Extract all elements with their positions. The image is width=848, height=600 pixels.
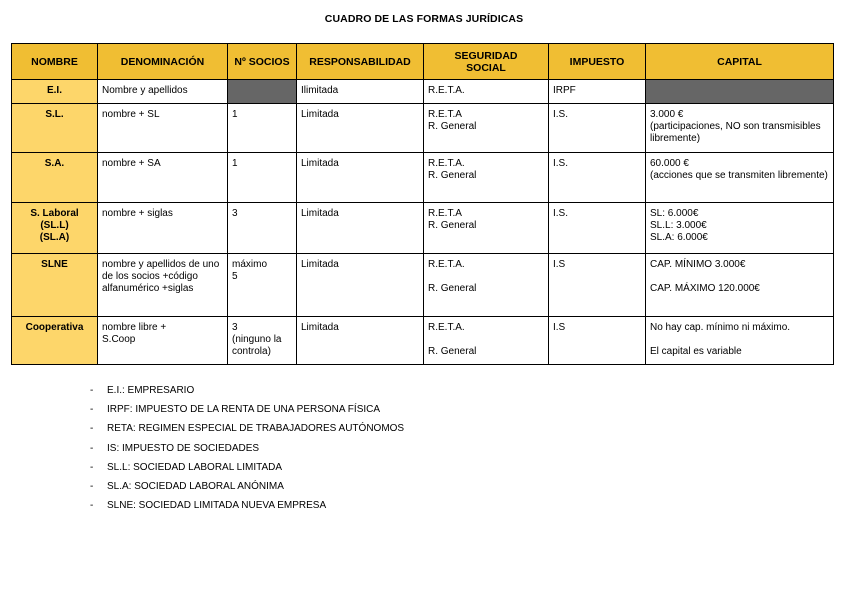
bullet-dash: - bbox=[90, 500, 94, 512]
cell-seguridad: R.E.T.A. R. General bbox=[424, 153, 549, 203]
list-item bbox=[90, 443, 404, 462]
cell-impuesto: I.S. bbox=[549, 153, 646, 203]
col-header-impuesto: IMPUESTO bbox=[549, 44, 646, 80]
table-row bbox=[12, 153, 834, 203]
cell-capital: CAP. MÍNIMO 3.000€ CAP. MÁXIMO 120.000€ bbox=[646, 254, 834, 317]
legal-forms-table bbox=[11, 43, 834, 365]
list-item bbox=[90, 500, 404, 519]
cell-impuesto: IRPF bbox=[549, 80, 646, 104]
table-row bbox=[12, 254, 834, 317]
cell-socios: 3 bbox=[228, 203, 297, 254]
cell-responsabilidad: Limitada bbox=[297, 153, 424, 203]
abbreviations-list bbox=[90, 385, 404, 519]
bullet-dash: - bbox=[90, 423, 94, 435]
cell-responsabilidad: Limitada bbox=[297, 203, 424, 254]
cell-denominacion: Nombre y apellidos bbox=[98, 80, 228, 104]
cell-impuesto: I.S. bbox=[549, 203, 646, 254]
table-row bbox=[12, 104, 834, 153]
cell-socios: máximo 5 bbox=[228, 254, 297, 317]
note-text: E.I.: EMPRESARIO bbox=[107, 385, 195, 396]
row-name: S.L. bbox=[12, 104, 98, 153]
col-header-nombre: NOMBRE bbox=[12, 44, 98, 80]
cell-socios: 1 bbox=[228, 104, 297, 153]
note-text: IRPF: IMPUESTO DE LA RENTA DE UNA PERSONA FÍSICA bbox=[107, 404, 381, 416]
col-header-capital: CAPITAL bbox=[646, 44, 834, 80]
col-header-seguridad-social: SEGURIDAD SOCIAL bbox=[424, 44, 549, 80]
note-text: IS: IMPUESTO DE SOCIEDADES bbox=[107, 442, 260, 454]
cell-seguridad: R.E.T.A. R. General bbox=[424, 317, 549, 365]
cell-denominacion: nombre libre + S.Coop bbox=[98, 317, 228, 365]
cell-socios: 3 (ninguno la controla) bbox=[228, 317, 297, 365]
note-text: SL.A: SOCIEDAD LABORAL ANÓNIMA bbox=[107, 480, 284, 492]
cell-capital: SL: 6.000€ SL.L: 3.000€ SL.A: 6.000€ bbox=[646, 203, 834, 254]
table-row bbox=[12, 317, 834, 365]
bullet-dash: - bbox=[90, 480, 94, 492]
cell-impuesto: I.S bbox=[549, 317, 646, 365]
list-item bbox=[90, 404, 404, 423]
row-name: S. Laboral (SL.L) (SL.A) bbox=[12, 203, 98, 254]
col-header-socios: Nº SOCIOS bbox=[228, 44, 297, 80]
document-title: CUADRO DE LAS FORMAS JURÍDICAS bbox=[324, 13, 524, 25]
cell-denominacion: nombre + SA bbox=[98, 153, 228, 203]
cell-denominacion: nombre y apellidos de uno de los socios +código alfanumérico +siglas bbox=[98, 254, 228, 317]
cell-capital-blank bbox=[646, 80, 834, 104]
cell-responsabilidad: Limitada bbox=[297, 104, 424, 153]
header-row bbox=[12, 44, 834, 80]
cell-impuesto: I.S. bbox=[549, 104, 646, 153]
note-text: SL.L: SOCIEDAD LABORAL LIMITADA bbox=[107, 461, 283, 473]
bullet-dash: - bbox=[90, 461, 94, 473]
col-header-responsabilidad: RESPONSABILIDAD bbox=[297, 44, 424, 80]
cell-capital: No hay cap. mínimo ni máximo. El capital es variable bbox=[646, 317, 834, 365]
note-text: SLNE: SOCIEDAD LIMITADA NUEVA EMPRESA bbox=[107, 500, 327, 512]
row-name: Cooperativa bbox=[12, 317, 98, 365]
bullet-dash: - bbox=[90, 385, 94, 396]
cell-capital: 3.000 € (participaciones, NO son transmisibles libremente) bbox=[646, 104, 834, 153]
cell-impuesto: I.S bbox=[549, 254, 646, 317]
cell-responsabilidad: Limitada bbox=[297, 317, 424, 365]
list-item bbox=[90, 462, 404, 481]
cell-capital: 60.000 € (acciones que se transmiten libremente) bbox=[646, 153, 834, 203]
cell-seguridad: R.E.T.A. R. General bbox=[424, 254, 549, 317]
list-item bbox=[90, 481, 404, 500]
list-item bbox=[90, 423, 404, 442]
table-row bbox=[12, 80, 834, 104]
cell-seguridad: R.E.T.A. bbox=[424, 80, 549, 104]
col-header-denominacion: DENOMINACIÓN bbox=[98, 44, 228, 80]
cell-responsabilidad: Limitada bbox=[297, 254, 424, 317]
bullet-dash: - bbox=[90, 404, 94, 416]
cell-socios: 1 bbox=[228, 153, 297, 203]
row-name: SLNE bbox=[12, 254, 98, 317]
list-item bbox=[90, 385, 404, 404]
cell-responsabilidad: Ilimitada bbox=[297, 80, 424, 104]
bullet-dash: - bbox=[90, 442, 94, 454]
cell-socios-blank bbox=[228, 80, 297, 104]
table-row bbox=[12, 203, 834, 254]
cell-seguridad: R.E.T.A R. General bbox=[424, 104, 549, 153]
cell-denominacion: nombre + siglas bbox=[98, 203, 228, 254]
row-name: E.I. bbox=[12, 80, 98, 104]
note-text: RETA: REGIMEN ESPECIAL DE TRABAJADORES AUTÓNOMOS bbox=[107, 423, 405, 435]
cell-seguridad: R.E.T.A R. General bbox=[424, 203, 549, 254]
row-name: S.A. bbox=[12, 153, 98, 203]
cell-denominacion: nombre + SL bbox=[98, 104, 228, 153]
